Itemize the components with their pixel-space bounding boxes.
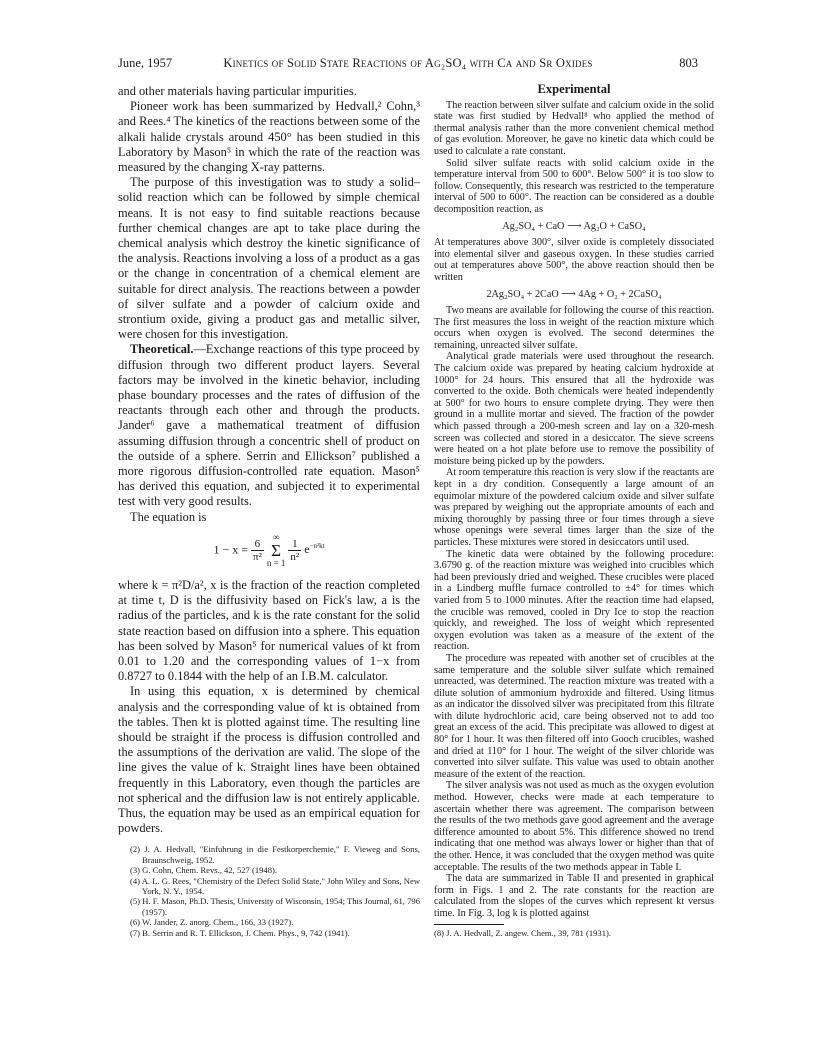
paragraph-kinetic-procedure: The kinetic data were obtained by the following procedure: 3.6790 g. of the reaction mixture was weighed into crucibles which had been previously dried and weighed. These crucibles were placed in a Lindberg muffle furnace controlled to ±4° for times which varied from 5 to 1000 minutes. After the reaction time had elapsed, the crucible was removed, cooled in Dry Ice to stop the reaction quickly, and reweighed. The loss of weight which represented oxygen evolution was taken as a measure of the extent of the reaction. (434, 548, 714, 653)
equation-fraction-6-over-pi2: $\frac{6}{\text{π²}}$ (252, 537, 262, 563)
paragraph-data-summary: The data are summarized in Table II and presented in graphical form in Figs. 1 and 2. The rate constants for the reaction are calculated from the slopes of the curves which represent kt versus time. In Fig. 3, log k is plotted against (434, 873, 714, 919)
footnote-8: (8) J. A. Hedvall, Z. angew. Chem., 39, 781 (1931). (434, 927, 612, 938)
running-header (118, 56, 698, 72)
header-title: Kinetics of Solid State Reactions of Ag₂SO₄ with Ca and Sr Oxides (223, 56, 593, 70)
footnote-divider (434, 924, 504, 925)
paragraph-purpose: The purpose of this investigation was to study a solid–solid reaction which can be followed by simple chemical means. It is not easy to find suitable reactions because further chemical changes are apt to take place during the chemical analysis which destroy the kinetic significance of the analysis. Reactions involving a loss of a product as a gas or the change in concentration of a chemical element are suitable for direct analysis. The reactions between a powder of silver sulfate and a powder of calcium oxide and strontium oxide, giving a product gas and metallic silver, were chosen for this investigation. (118, 175, 420, 342)
paragraph-where: where k = π²D/a², x is the fraction of the reaction completed at time t, D is the diffusivity based on Fick's law, a is the radius of the particles, and k is the rate constant for the solid state reaction based on diffusion into a sphere. This equation has been solved by Mason⁵ for numerical values of kt from 0.01 to 1.20 and the corresponding values of 1−x from 0.8727 to 0.1844 with the help of an I.B.M. calculator. (118, 577, 420, 684)
paragraph-two-means: Two means are available for following the course of this reaction. The first measures the loss in weight of the reaction mixture which occurs when oxygen is evolved. The second determines the remaining, unreacted silver sulfate. (434, 305, 714, 351)
page-number: 803 (679, 56, 698, 70)
reaction-equation-2: 2Ag₂SO₄ + 2CaO ⟶ 4Ag + O₂ + 2CaSO₄ (486, 288, 662, 300)
equation-summation: ∞ Σ n = 1 (266, 531, 286, 568)
footnote-5: (5) H. F. Mason, Ph.D. Thesis, University of Wisconsin, 1954; This Journal, 61, 796 (1957). (130, 896, 420, 917)
paragraph-equation-intro: The equation is (130, 509, 207, 524)
diffusion-equation (118, 533, 420, 568)
footnote-6: (6) W. Jander, Z. anorg. Chem., 166, 33 (1927). (130, 917, 294, 928)
footnotes-left (118, 844, 420, 938)
section-heading-experimental: Experimental (537, 82, 611, 96)
paragraph-silver-analysis: The silver analysis was not used as much as the oxygen evolution method. However, checks were made at each temperature to ascertain whether there was agreement. The comparison between the results of the two methods gave good agreement and the average difference amounted to about 5%. This difference showed no trend indicating that one method was always lower or higher than that of the other. Hence, it was concluded that the oxygen method was quite acceptable. The results of the two methods appear in Table I. (434, 780, 714, 873)
paragraph-pioneer-work: Pioneer work has been summarized by Hedvall,² Cohn,³ and Rees.⁴ The kinetics of the reactions between some of the alkali halide crystals around 450° has been studied in this Laboratory by Mason⁵ in which the rate of the reaction was measured by the changing X-ray patterns. (118, 99, 420, 175)
reaction-equation-1: Ag₂SO₄ + CaO ⟶ Ag₂O + CaSO₄ (502, 220, 646, 232)
theoretical-text: —Exchange reactions of this type proceed by diffusion through two different product layers. Several factors may be involved in the kinetic behavior, including phase boundary processes and the rates of diffusion of the reactants through each other and through the products. Jander⁶ gave a mathematical treatment of diffusion assuming diffusion through a concentric shell of product on the outside of a sphere. Serrin and Ellickson⁷ published a more rigorous diffusion-controlled rate equation. Mason⁵ has derived this equation, and subjected it to experimental test with very good results. (118, 342, 420, 509)
paragraph-room-temperature: At room temperature this reaction is very slow if the reactants are kept in a dry condition. Consequently a large amount of an equimolar mixture of the powdered calcium oxide and silver sulfate was prepared by weighing out the appropriate amounts of each and mixing thoroughly by passing three or four times through a sieve whose openings were several times larger than the size of the particles. These mixtures were stored in desiccators until used. (434, 467, 714, 548)
paragraph-silver-sulfate-determination: The procedure was repeated with another set of crucibles at the same temperature and the soluble silver sulfate which remained unreacted, was determined. The reaction mixture was treated with a dilute solution of ammonium hydroxide and filtered. Using litmus as an indicator the dissolved silver was precipitated from this filtrate with dilute hydrochloric acid, care being observed not to add too great an excess of the acid. This precipitate was allowed to digest at 80° for 1 hour. It was then filtered off into Gooch crucibles, washed and dried at 110° for 1 hour. The weight of the silver chloride was converted into silver sulfate. This value was used to obtain another measure of the extent of the reaction. (434, 652, 714, 780)
paragraph-temperature-interval: Solid silver sulfate reacts with solid calcium oxide in the temperature interval from 500 to 600°. Below 500° it is too slow to follow. Consequently, this research was restricted to the temperature interval of 500 to 600°. The reaction can be considered as a double decomposition reaction, as (434, 157, 714, 215)
footnote-2: (2) J. A. Hedvall, "Einfuhrung in die Festkorperchemie," F. Vieweg and Sons, Braunschweig, 1952. (130, 844, 420, 865)
equation-lhs: 1 − x = (213, 542, 248, 557)
paragraph-materials: Analytical grade materials were used throughout the research. The calcium oxide was prepared by heating calcium hydroxide at 1000° for 24 hours. This ensured that all the hydroxide was converted to the oxide. Both chemicals were heated independently at 500° for two hours to ensure complete drying. They were then ground in a mullite mortar and sieved. The fraction of the powder which passed through a 200-mesh screen and lay on a 320-mesh screen was collected and stored in a desiccator. The sieve screens were heated on a hot plate before use to remove the possibility of moisture being picked up by the powders. (434, 351, 714, 467)
theoretical-heading: Theoretical. (130, 342, 194, 357)
paragraph-hedvall: The reaction between silver sulfate and calcium oxide in the solid state was first studied by Hedvall⁸ who applied the method of thermal analysis rather than the more convenient chemical method of gas evolution. Moreover, he gave no kinetic data which could be used to calculate a rate constant. (434, 99, 714, 157)
equation-exponential: $e^{-n^2kt}$ (304, 542, 325, 557)
paragraph-continuation: and other materials having particular impurities. (118, 84, 357, 98)
paragraph-silver-oxide: At temperatures above 300°, silver oxide is completely dissociated into elemental silver and gaseous oxygen. In these studies carried out at temperatures above 500°, the above reaction should then be written (434, 237, 714, 283)
footnote-4: (4) A. L. G. Rees, "Chemistry of the Defect Solid State," John Wiley and Sons, New York, N. Y., 1954. (130, 875, 420, 896)
header-date: June, 1957 (118, 56, 173, 70)
left-column (118, 84, 420, 938)
paragraph-using-equation: In using this equation, x is determined by chemical analysis and the corresponding value of kt is obtained from the tables. Then kt is plotted against time. The resulting line should be straight if the process is diffusion controlled and the assumptions of the derivation are valid. The slope of the line gives the value of k. Straight lines have been obtained frequently in this Laboratory, even though the particles are not spherical and the diffusion law is not entirely applicable. Thus, the equation may be used as an empirical equation for powders. (118, 684, 420, 836)
equation-fraction-1-over-n2: $\frac{1}{\text{n²}}$ (290, 537, 300, 563)
paragraph-theoretical (118, 342, 420, 509)
footnote-7: (7) B. Serrin and R. T. Ellickson, J. Chem. Phys., 9, 742 (1941). (130, 927, 350, 938)
footnote-3: (3) G. Cohn, Chem. Revs., 42, 527 (1948). (130, 865, 278, 876)
right-column (434, 84, 714, 938)
